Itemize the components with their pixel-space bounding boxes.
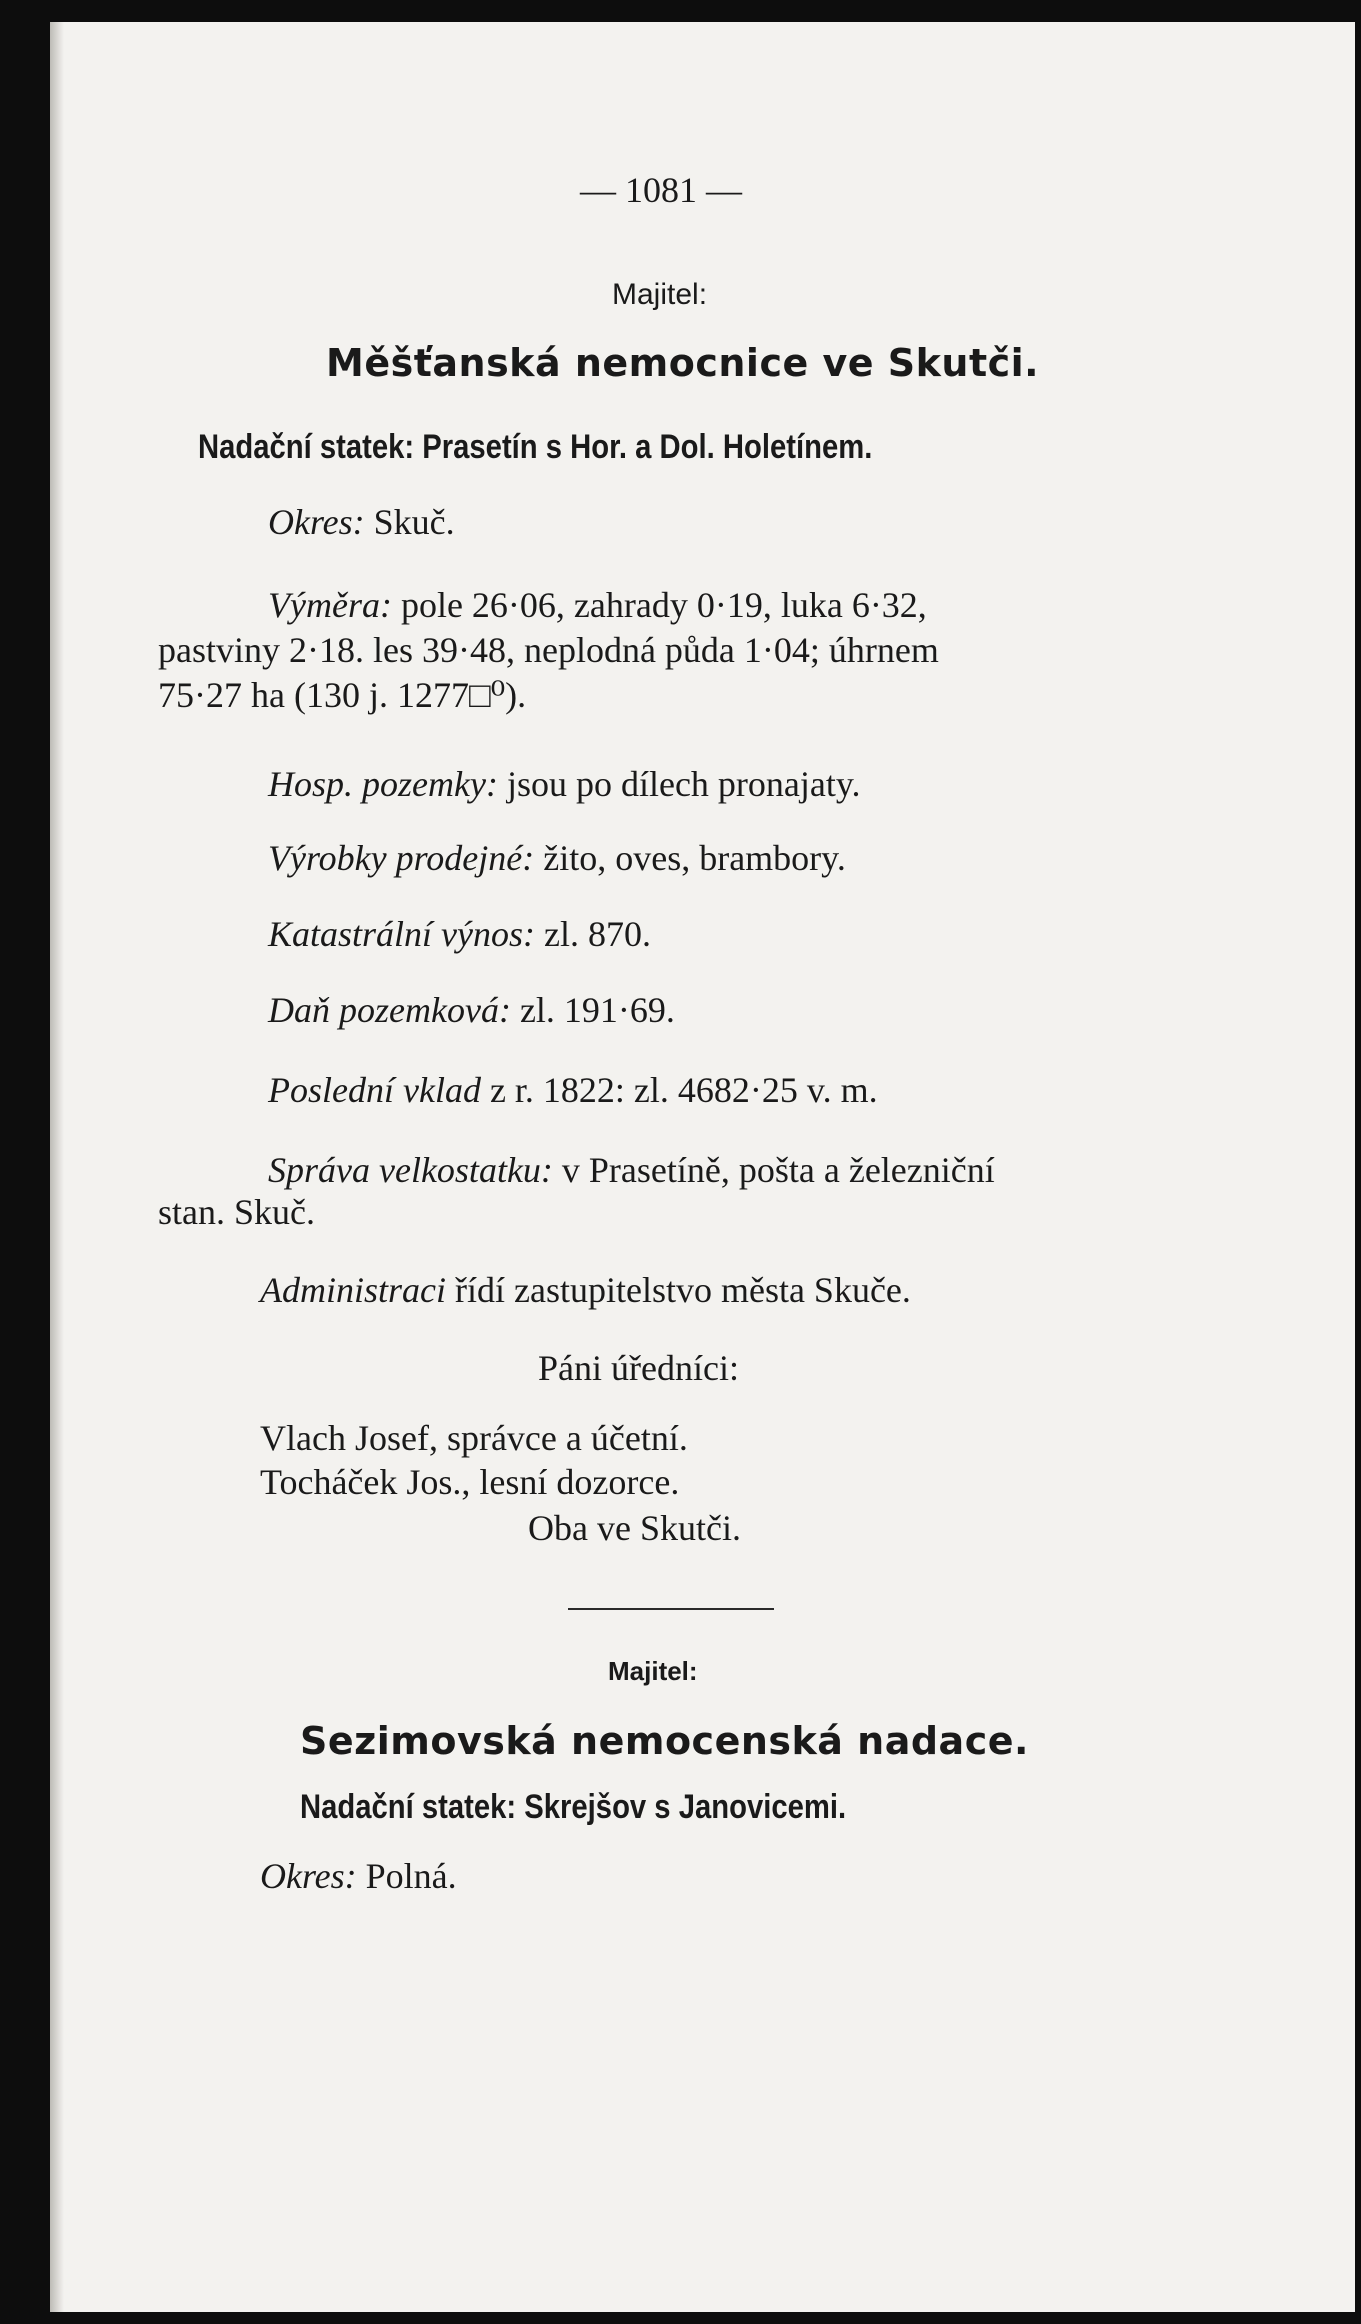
owner-label: Majitel: xyxy=(612,278,708,311)
administration-label: Administraci xyxy=(260,1270,446,1310)
estate-name: Prasetín s Hor. a Dol. Holetínem. xyxy=(422,428,873,466)
estate-label-2: Nadační statek: xyxy=(300,1788,517,1826)
tax-value: zl. 191·69. xyxy=(519,990,675,1030)
area-line-3: 75·27 ha (130 j. 1277□⁰). xyxy=(158,675,527,715)
farm-label: Hosp. pozemky: xyxy=(268,764,498,804)
estate-line-2 xyxy=(300,1790,846,1824)
district-line-2 xyxy=(260,1858,457,1894)
page-number: — 1081 — xyxy=(580,170,742,210)
officials-location: Oba ve Skutči. xyxy=(528,1508,741,1548)
area-line-1-text: pole 26·06, zahrady 0·19, luka 6·32, xyxy=(400,585,927,625)
area-line-1 xyxy=(268,587,927,623)
administration-line xyxy=(260,1272,911,1308)
admin-line-1-text: v Prasetíně, pošta a železniční xyxy=(561,1150,995,1190)
area-line-2: pastviny 2·18. les 39·48, neplodná půda 1·04; úhrnem xyxy=(158,630,939,670)
cadastral-line xyxy=(268,916,651,952)
cadastral-value: zl. 870. xyxy=(544,914,651,954)
farm-line xyxy=(268,766,861,802)
products-value: žito, oves, brambory. xyxy=(543,838,846,878)
page-edge-shadow xyxy=(50,22,64,2312)
tax-label: Daň pozemková: xyxy=(268,990,511,1030)
admin-line-1 xyxy=(268,1152,995,1188)
district-value-2: Polná. xyxy=(365,1856,457,1896)
owner-name-2: Sezimovská nemocenská nadace. xyxy=(300,1719,1029,1763)
products-label: Výrobky prodejné: xyxy=(268,838,535,878)
estate-line xyxy=(198,430,872,464)
district-line xyxy=(268,504,455,540)
district-label-2: Okres: xyxy=(260,1856,357,1896)
officials-heading: Páni úředníci: xyxy=(538,1348,739,1388)
owner-name: Měšťanská nemocnice ve Skutči. xyxy=(326,341,1040,385)
deposit-label: Poslední vklad xyxy=(268,1070,481,1110)
district-label: Okres: xyxy=(268,502,365,542)
farm-value: jsou po dílech pronajaty. xyxy=(506,764,861,804)
administration-value: řídí zastupitelstvo města Skuče. xyxy=(455,1270,911,1310)
official-2: Tocháček Jos., lesní dozorce. xyxy=(260,1462,680,1502)
tax-line xyxy=(268,992,675,1028)
cadastral-label: Katastrální výnos: xyxy=(268,914,535,954)
estate-label: Nadační statek: xyxy=(198,428,415,466)
estate-name-2: Skrejšov s Janovicemi. xyxy=(524,1788,847,1826)
official-1: Vlach Josef, správce a účetní. xyxy=(260,1418,688,1458)
deposit-value: z r. 1822: zl. 4682·25 v. m. xyxy=(489,1070,878,1110)
deposit-line xyxy=(268,1072,878,1108)
district-value: Skuč. xyxy=(373,502,455,542)
owner-label-2: Majitel: xyxy=(608,1656,698,1686)
area-label: Výměra: xyxy=(268,585,392,625)
admin-label: Správa velkostatku: xyxy=(268,1150,553,1190)
section-divider xyxy=(568,1608,774,1610)
products-line xyxy=(268,840,846,876)
book-page xyxy=(50,22,1355,2312)
admin-line-2: stan. Skuč. xyxy=(158,1192,315,1232)
